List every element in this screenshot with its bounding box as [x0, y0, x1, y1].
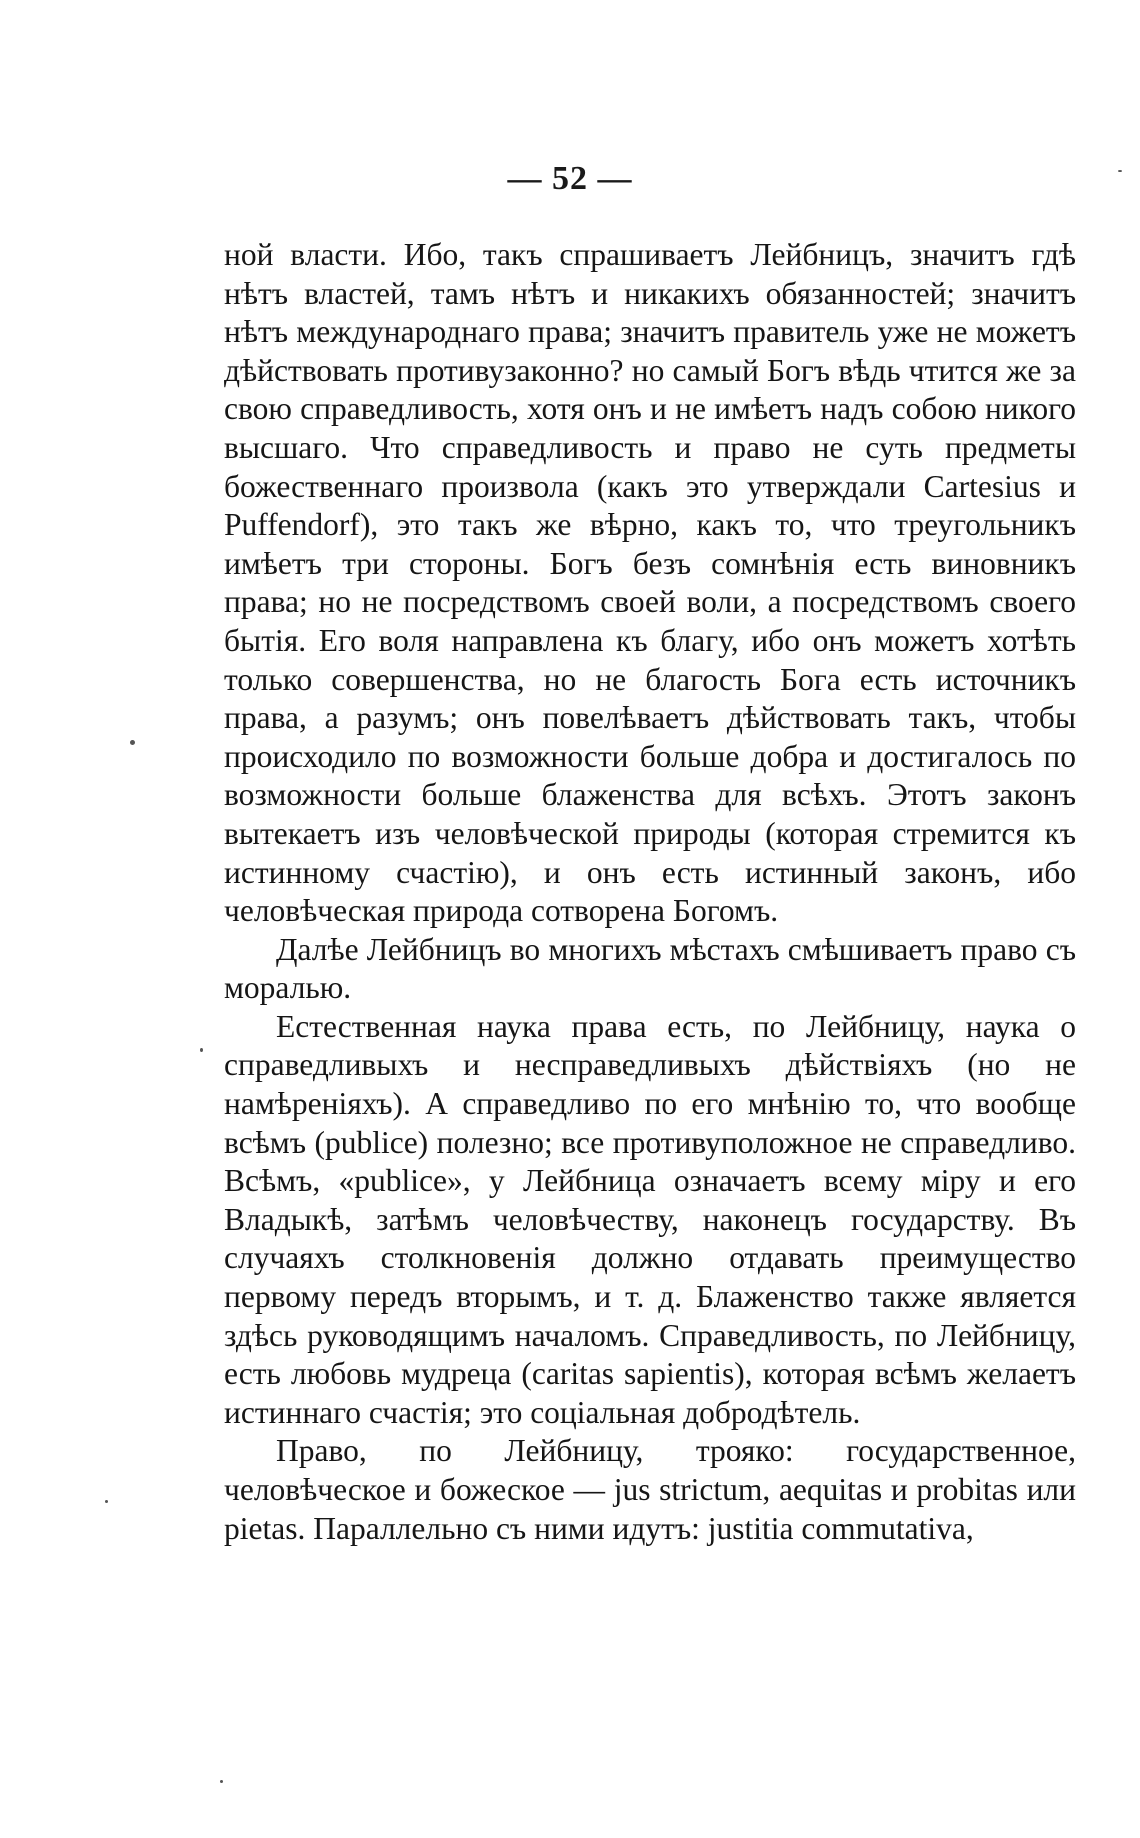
page-number: — 52 —: [507, 160, 633, 197]
paragraph-1: ной власти. Ибо, такъ спрашиваетъ Лейбницъ, значитъ гдѣ нѣтъ властей, тамъ нѣтъ и никакихъ обязанностей; значитъ нѣтъ международнаго права; значитъ правитель уже не можетъ дѣйствовать противузаконно? но самый Богъ вѣдь чтится же за свою справедливость, хотя онъ и не имѣетъ надъ собою никого высшаго. Что справедливость и право не суть предметы божественнаго произвола (какъ это утверждали Cartesius и Puffendorf), это такъ же вѣрно, какъ то, что треугольникъ имѣетъ три стороны. Богъ безъ сомнѣнія есть виновникъ права; но не посредствомъ своей воли, а посредствомъ своего бытія. Его воля направлена къ благу, ибо онъ можетъ хотѣть только совершенства, но не благость Бога есть источникъ права, а разумъ; онъ повелѣваетъ дѣйствовать такъ, чтобы происходило по возможности больше добра и достигалось по возможности больше блаженства для всѣхъ. Этотъ законъ вытекаетъ изъ человѣческой природы (которая стремится къ истинному счастію), и онъ есть истинный законъ, ибо человѣческая природа сотворена Богомъ.: [224, 237, 1076, 929]
paragraph-3: Естественная наука права есть, по Лейбницу, наука о справедливыхъ и несправедливыхъ дѣйствіяхъ (но не намѣреніяхъ). А справедливо по его мнѣнію то, что вообще всѣмъ (publice) полезно; все противуположное не справедливо. Всѣмъ, «publice», у Лейбница означаетъ всему міру и его Владыкѣ, затѣмъ человѣчеству, наконецъ государству. Въ случаяхъ столкновенія должно отдавать преимущество первому передъ вторымъ, и т. д. Блаженство также является здѣсь руководящимъ началомъ. Справедливость, по Лейбницу, есть любовь мудреца (caritas sapientis), которая всѣмъ желаетъ истиннаго счастія; это соціальная добродѣтель.: [224, 1008, 1076, 1430]
scan-speck: [130, 740, 135, 745]
paragraph-4: Право, по Лейбницу, трояко: государственное, человѣческое и божеское — jus strictum, aequitas и probitas или pietas. Параллельно съ ними идутъ: justitia commutativa,: [224, 1433, 1076, 1546]
scan-speck: [200, 1048, 203, 1052]
body-text: [224, 236, 1076, 1548]
scan-speck: [105, 1500, 108, 1503]
scan-speck: [220, 1780, 223, 1783]
paragraph-2: Далѣе Лейбницъ во многихъ мѣстахъ смѣшиваетъ право съ моралью.: [224, 931, 1076, 1006]
scan-speck: [1118, 170, 1122, 172]
